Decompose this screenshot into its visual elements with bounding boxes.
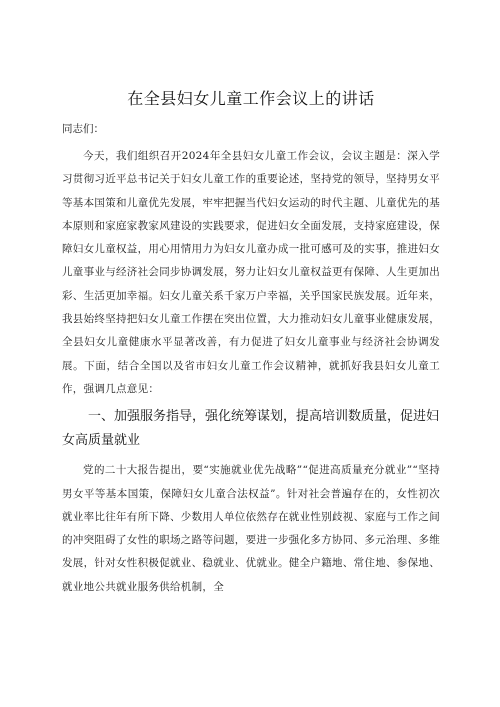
section-1-paragraph: 党的二十大报告提出，要“实施就业优先战略”“促进高质量充分就业”“坚持男女平等基本国策，保障妇女儿童合法权益”。针对社会普遍存在的，女性初次就业率比往年有所下降、少数用人单位依然存在就业性别歧视、家庭与工作之间的冲突阻碍了女性的职场之路等问题，要进一步强化多方协同、多元治理、多维发展，针对女性积极促就业、稳就业、优就业。健全户籍地、常住地、参保地、就业地公共就业服务供给机制，全 [62, 464, 440, 593]
salutation: 同志们： [62, 123, 104, 135]
document-title: 在全县妇女儿童工作会议上的讲话 [127, 89, 375, 108]
document-page [62, 88, 440, 599]
section-heading-1: 一、加强服务指导，强化统筹谋划，提高培训数质量，促进妇女高质量就业 [62, 409, 440, 449]
opening-paragraph: 今天，我们组织召开2024年全县妇女儿童工作会议，会议主题是：深入学习贯彻习近平总书记关于妇女儿童工作的重要论述，坚持党的领导，坚持男女平等基本国策和儿童优先发展，牢牢把握当代妇女运动的时代主题、儿童优先的基本原则和家庭家教家风建设的实践要求，促进妇女全面发展，支持家庭建设，保障妇女儿童权益，用心用情用力为妇女儿童办成一批可感可及的实事，推进妇女儿童事业与经济社会同步协调发展，努力让妇女儿童权益更有保障、人生更加出彩、生活更加幸福。妇女儿童关系千家万户幸福，关乎国家民族发展。近年来，我县始终坚持把妇女儿童工作摆在突出位置，大力推动妇女儿童事业健康发展，全县妇女儿童健康水平显著改善，有力促进了妇女儿童事业与经济社会协调发展。下面，结合全国以及省市妇女儿童工作会议精神，就抓好我县妇女儿童工作，强调几点意见： [62, 150, 440, 395]
